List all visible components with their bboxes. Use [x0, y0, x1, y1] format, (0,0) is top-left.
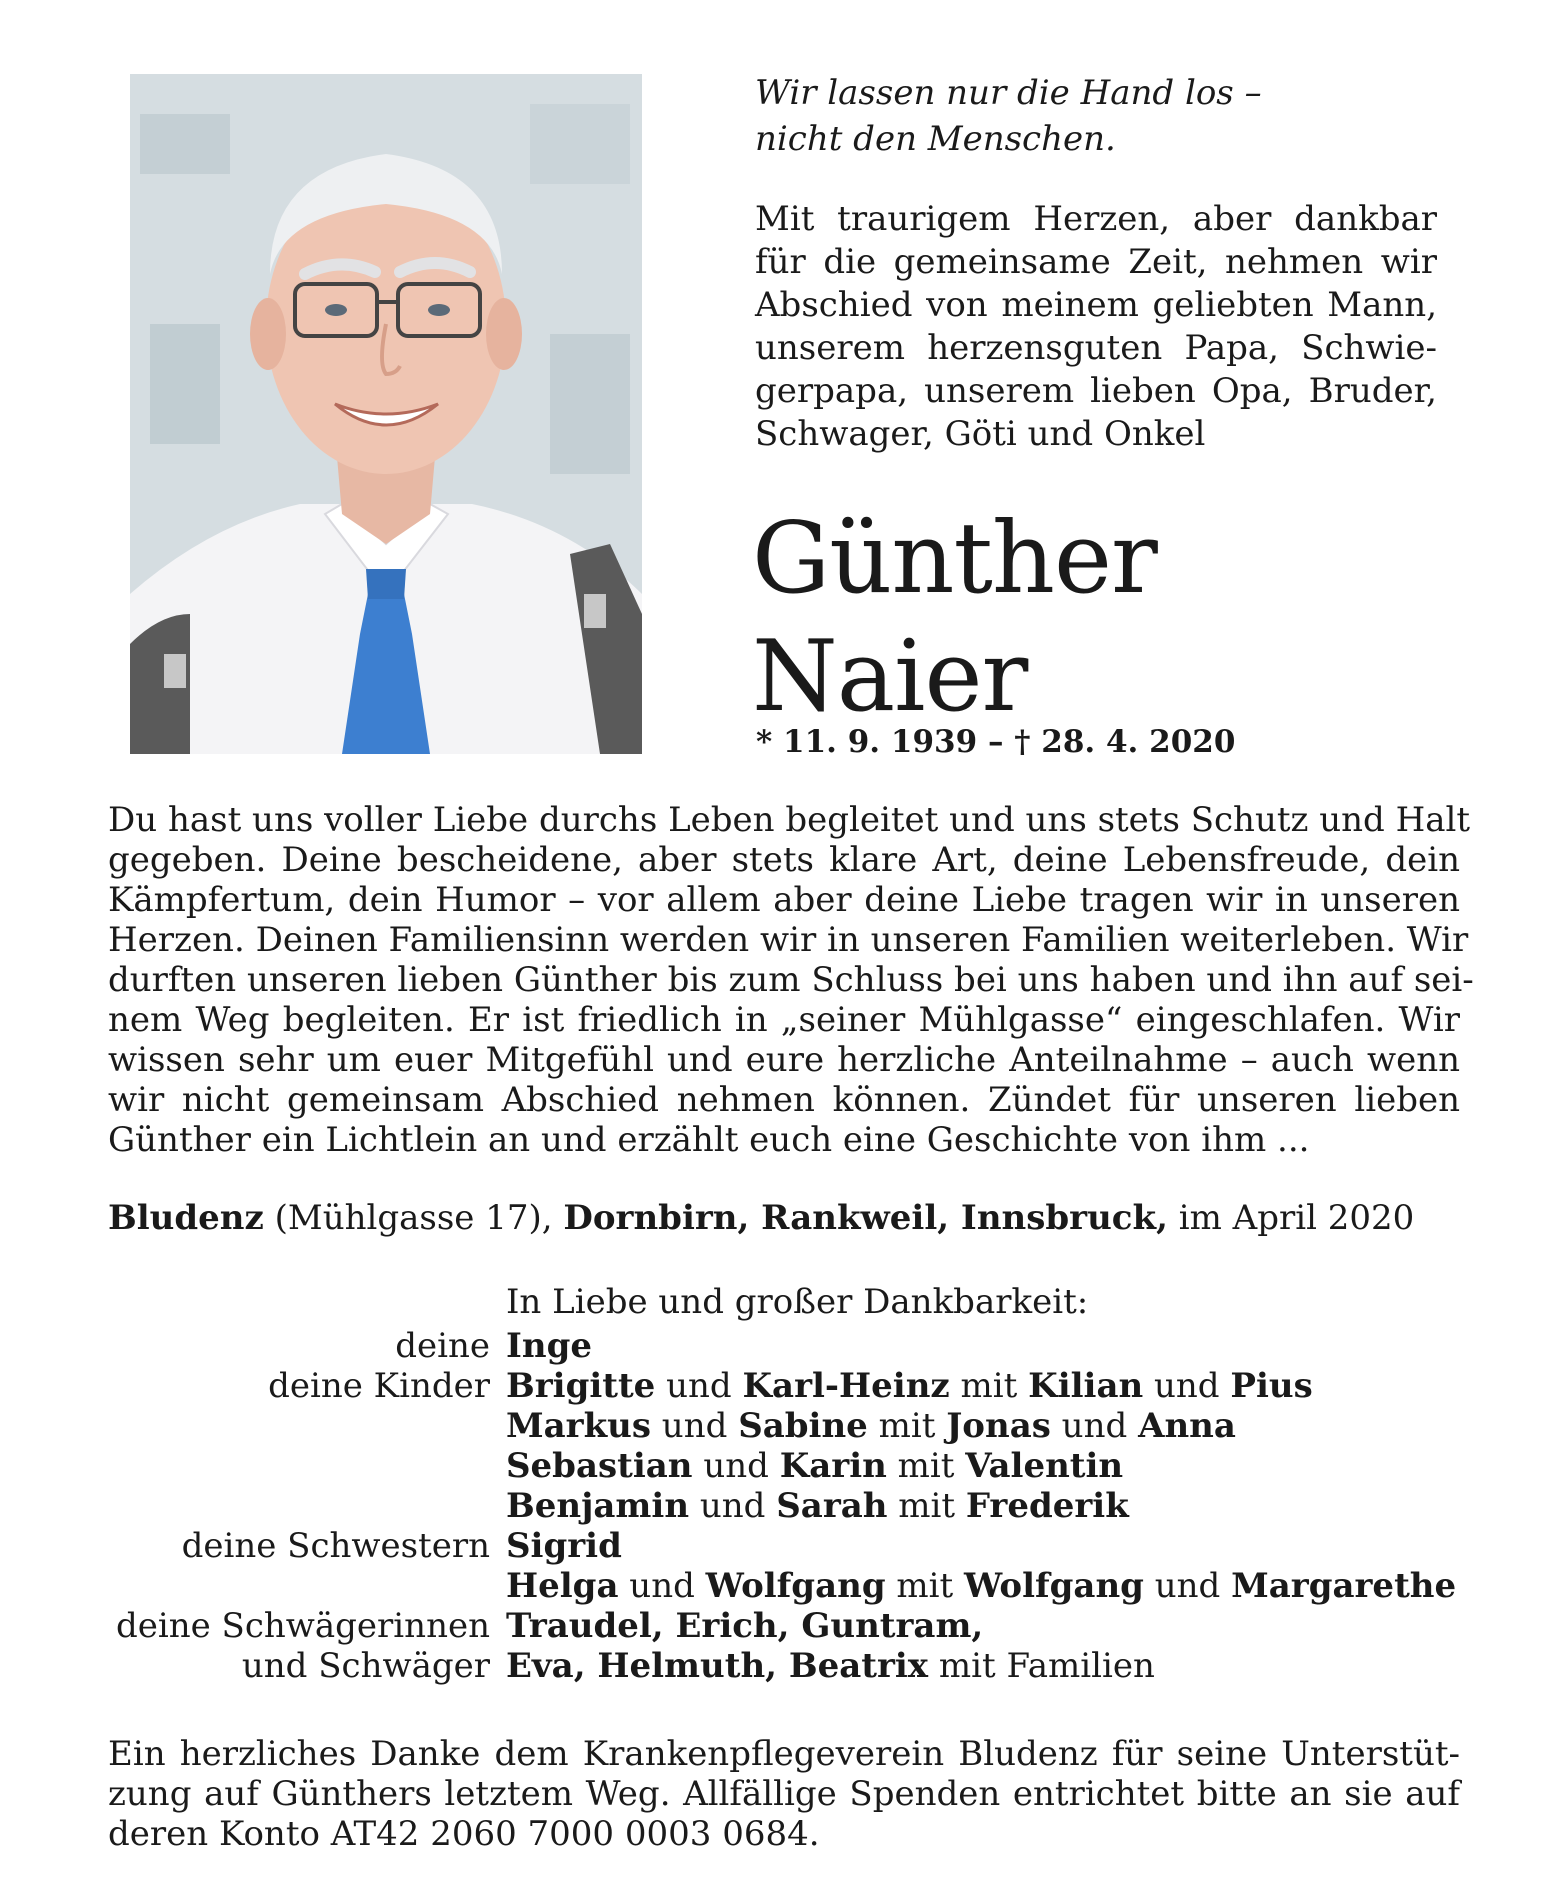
location-other-cities: Dornbirn, Rankweil, Innsbruck, — [563, 1198, 1168, 1238]
mourner-connector: mit — [867, 1406, 947, 1446]
mourners-list — [108, 1326, 1508, 1686]
mourner-relation: und Schwäger — [241, 1646, 490, 1686]
mourner-connector: und — [689, 1486, 777, 1526]
mourner-name: Valentin — [965, 1446, 1124, 1486]
closing-line: deren Konto AT42 2060 7000 0003 0684. — [108, 1814, 820, 1854]
mourner-row — [108, 1326, 1508, 1366]
mourner-name: Margarethe — [1231, 1566, 1457, 1606]
mourner-names — [506, 1646, 1155, 1686]
mourner-name: Pius — [1230, 1366, 1313, 1406]
mourner-name: Eva, Helmuth, Beatrix — [506, 1646, 929, 1686]
mourner-connector: mit — [885, 1566, 965, 1606]
intro-line: Abschied von meinem geliebten Mann, — [755, 285, 1437, 325]
intro-line: gerpapa, unserem lieben Opa, Bruder, — [755, 371, 1437, 411]
mourner-name: Jonas — [946, 1406, 1051, 1446]
intro-paragraph — [755, 198, 1437, 456]
closing-line: zung auf Günthers letztem Weg. Allfällige Spenden entrichtet bitte an sie auf — [108, 1774, 1460, 1814]
mourner-relation: deine — [395, 1326, 490, 1366]
mourner-name: Brigitte — [506, 1366, 656, 1406]
mourner-names — [506, 1606, 983, 1646]
eulogy-line: wissen sehr um euer Mitgefühl und eure herzliche Anteilnahme – auch wenn — [108, 1040, 1460, 1080]
mourner-names — [506, 1446, 1123, 1486]
mourner-relation — [108, 1486, 506, 1526]
eulogy-paragraph — [108, 800, 1474, 1160]
last-name: Naier — [752, 620, 1028, 734]
mourner-connector: und — [1143, 1566, 1232, 1606]
mourner-row — [108, 1446, 1508, 1486]
eulogy-line: wir nicht gemeinsam Abschied nehmen können. Zündet für unseren lieben — [108, 1080, 1460, 1120]
closing-line: Ein herzliches Danke dem Krankenpflegeverein Bludenz für seine Unterstüt- — [108, 1734, 1460, 1774]
mourner-connector: und — [618, 1566, 706, 1606]
motto-quote — [755, 70, 1395, 162]
intro-line: für die gemeinsame Zeit, nehmen wir — [755, 242, 1437, 282]
motto-line-2: nicht den Menschen. — [755, 119, 1116, 159]
mourner-names — [506, 1566, 1456, 1606]
mourner-row — [108, 1566, 1508, 1606]
location-address: (Mühlgasse 17), — [263, 1198, 564, 1238]
mourner-name: Kilian — [1028, 1366, 1144, 1406]
mourner-names — [506, 1406, 1236, 1446]
deceased-name — [752, 500, 1157, 736]
mourner-connector: und — [655, 1366, 743, 1406]
portrait-illustration — [130, 74, 642, 754]
mourner-name: Karin — [779, 1446, 887, 1486]
mourner-name: Inge — [506, 1326, 593, 1366]
eulogy-line: Du hast uns voller Liebe durchs Leben begleitet und uns stets Schutz und Halt — [108, 800, 1471, 840]
eulogy-line: Kämpfertum, dein Humor – vor allem aber deine Liebe tragen wir in unseren — [108, 880, 1460, 920]
mourner-name: Sigrid — [506, 1526, 622, 1566]
mourner-connector: und — [692, 1446, 780, 1486]
location-line — [108, 1198, 1414, 1238]
mourner-name: Sabine — [738, 1406, 868, 1446]
mourner-name: Frederik — [965, 1486, 1129, 1526]
mourner-names — [506, 1526, 622, 1566]
mourner-row — [108, 1606, 1508, 1646]
portrait-photo — [130, 74, 642, 754]
mourner-relation: deine Kinder — [268, 1366, 490, 1406]
mourner-relation: deine Schwestern — [181, 1526, 490, 1566]
eulogy-line: nem Weg begleiten. Er ist friedlich in „seiner Mühlgasse“ eingeschlafen. Wir — [108, 1000, 1460, 1040]
mourner-names — [506, 1486, 1129, 1526]
eulogy-line: Günther ein Lichtlein an und erzählt euch eine Geschichte von ihm ... — [108, 1120, 1310, 1160]
location-date: im April 2020 — [1167, 1198, 1415, 1238]
mourner-relation — [108, 1566, 506, 1606]
first-name: Günther — [752, 502, 1157, 616]
mourner-relation — [108, 1406, 506, 1446]
mourner-name: Anna — [1138, 1406, 1236, 1446]
mourner-row — [108, 1646, 1508, 1686]
mourner-row — [108, 1526, 1508, 1566]
mourner-row — [108, 1406, 1508, 1446]
mourner-connector: mit — [949, 1366, 1029, 1406]
mourner-name: Wolfgang — [705, 1566, 886, 1606]
mourners-heading: In Liebe und großer Dankbarkeit: — [506, 1282, 1089, 1322]
mourner-name: Traudel, Erich, Guntram, — [506, 1606, 984, 1646]
mourner-relation — [108, 1446, 506, 1486]
mourner-connector: und — [1143, 1366, 1231, 1406]
mourner-relation: deine Schwägerinnen — [115, 1606, 490, 1646]
mourner-connector: mit — [886, 1446, 966, 1486]
mourner-name: Sarah — [776, 1486, 888, 1526]
intro-line: Mit traurigem Herzen, aber dankbar — [755, 199, 1437, 239]
eulogy-line: gegeben. Deine bescheidene, aber stets klare Art, deine Lebensfreude, dein — [108, 840, 1460, 880]
eulogy-line: Herzen. Deinen Familiensinn werden wir in unseren Familien weiterleben. Wir — [108, 920, 1469, 960]
mourner-name: Sebastian — [506, 1446, 693, 1486]
mourner-names — [506, 1326, 592, 1366]
mourner-name: Markus — [506, 1406, 651, 1446]
mourner-name: Karl-Heinz — [742, 1366, 950, 1406]
mourner-connector: und — [651, 1406, 739, 1446]
mourner-row — [108, 1486, 1508, 1526]
intro-line: Schwager, Göti und Onkel — [755, 414, 1206, 454]
mourner-connector: mit — [887, 1486, 966, 1526]
motto-line-1: Wir lassen nur die Hand los – — [755, 73, 1262, 113]
eulogy-line: durften unseren lieben Günther bis zum Schluss bei uns haben und ihn auf sei- — [108, 960, 1474, 1000]
mourner-connector: und — [1050, 1406, 1139, 1446]
mourner-name: Benjamin — [506, 1486, 690, 1526]
location-city: Bludenz — [108, 1198, 264, 1238]
mourner-names — [506, 1366, 1313, 1406]
mourner-name: Wolfgang — [964, 1566, 1144, 1606]
mourner-connector: mit Familien — [928, 1646, 1155, 1686]
closing-paragraph — [108, 1734, 1460, 1854]
life-dates: * 11. 9. 1939 – † 28. 4. 2020 — [756, 724, 1236, 760]
mourner-name: Helga — [506, 1566, 619, 1606]
mourner-row — [108, 1366, 1508, 1406]
intro-line: unserem herzensguten Papa, Schwie- — [755, 328, 1437, 368]
